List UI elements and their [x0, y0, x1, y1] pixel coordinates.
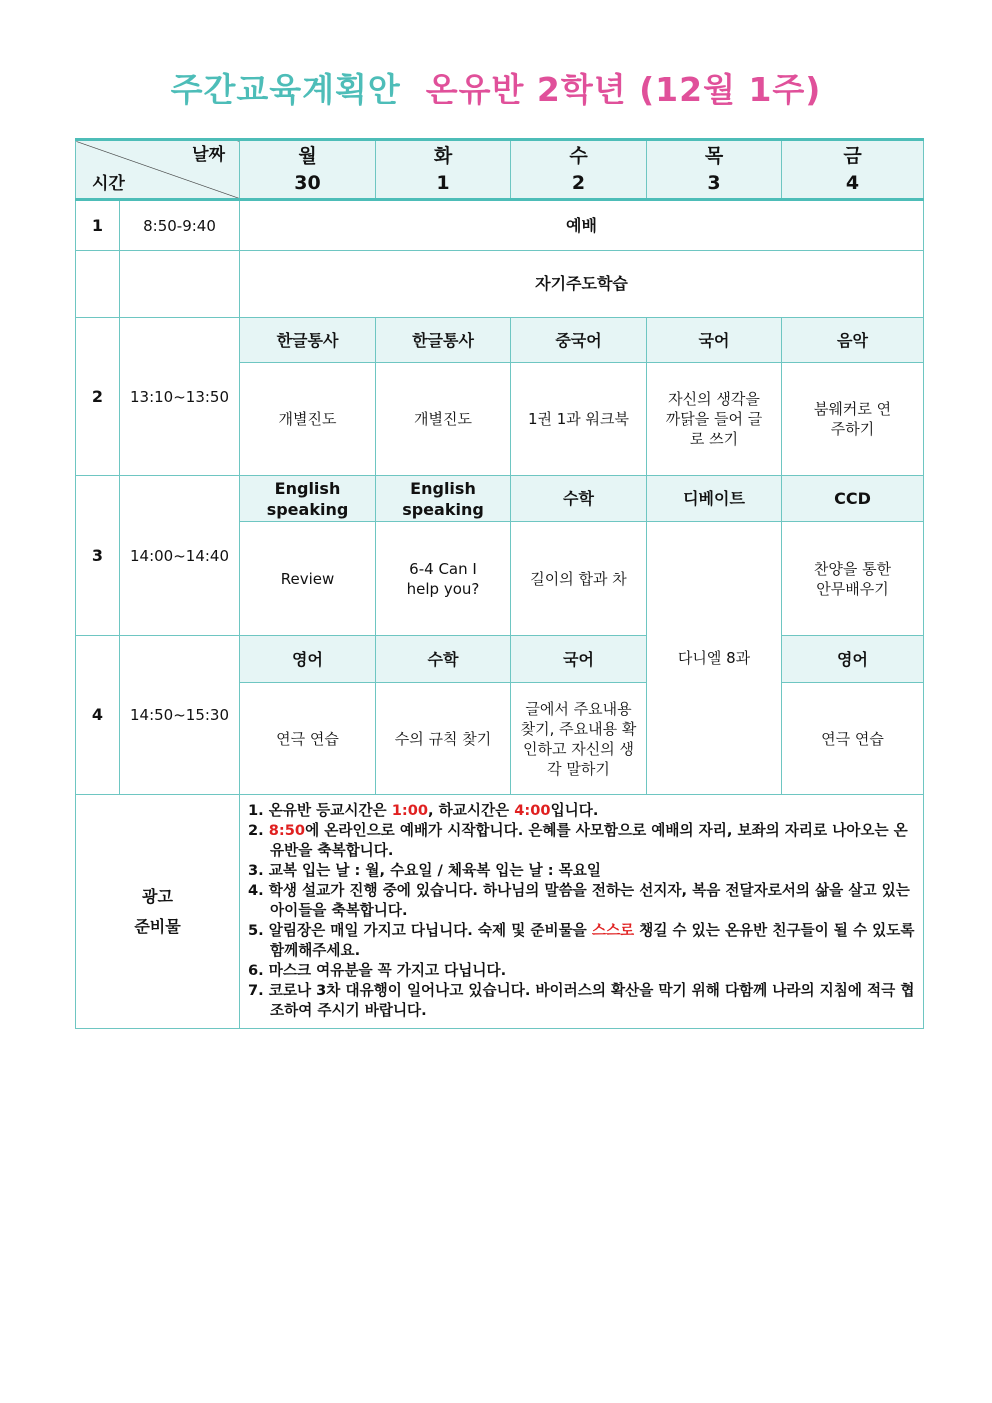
title-grade: 2학년 (12월 1주) — [536, 70, 822, 109]
period-number: 3 — [76, 476, 120, 636]
day-name: 화 — [433, 144, 453, 167]
note-item — [248, 801, 915, 821]
content-cell: 개별진도 — [240, 363, 376, 476]
period-time: 8:50-9:40 — [120, 200, 240, 251]
subject-cell: 영어 — [240, 636, 376, 683]
note-item: 3. 교복 입는 날 : 월, 수요일 / 체육복 입는 날 : 목요일 — [248, 862, 601, 879]
note-highlight: 8:50 — [268, 822, 306, 839]
note-item — [248, 821, 915, 861]
header-corner — [76, 140, 240, 200]
notes-list — [248, 801, 915, 1021]
subject-cell: 수학 — [376, 636, 511, 683]
day-date: 4 — [845, 171, 860, 194]
note-text: 5. 알림장은 매일 가지고 다닙니다. 숙제 및 준비물을 — [248, 922, 592, 939]
notes-label-ad: 광고 — [142, 886, 173, 906]
content-cell: Review — [240, 522, 376, 636]
subject-cell: 국어 — [647, 318, 782, 363]
debate-content-cell: 다니엘 8과 — [647, 522, 782, 795]
day-date: 1 — [436, 171, 450, 194]
note-highlight: 1:00 — [391, 802, 429, 819]
content-cell: 글에서 주요내용 찾기, 주요내용 확인하고 자신의 생각 말하기 — [511, 683, 647, 795]
notes-label-cell — [76, 795, 240, 1029]
subject-cell: 음악 — [782, 318, 924, 363]
day-date: 3 — [707, 171, 721, 194]
content-cell: 개별진도 — [376, 363, 511, 476]
day-header-fri — [782, 140, 924, 200]
period-number: 2 — [76, 318, 120, 476]
content-cell: 연극 연습 — [240, 683, 376, 795]
note-item: 4. 학생 설교가 진행 중에 있습니다. 하나님의 말씀을 전하는 선지자, 복음 전달자로서의 삶을 살고 있는 아이들을 축복합니다. — [248, 882, 910, 919]
notes-cell — [240, 795, 924, 1029]
notes-label-supplies: 준비물 — [134, 916, 181, 936]
subject-cell: 국어 — [511, 636, 647, 683]
day-date: 2 — [571, 171, 586, 194]
note-item: 7. 코로나 3차 대유행이 일어나고 있습니다. 바이러스의 확산을 막기 위해 다함께 나라의 지침에 적극 협조하여 주시기 바랍니다. — [248, 982, 915, 1019]
note-text: 챙길 수 있는 온유반 친구들이 될 수 있도록 함께해주세요. — [270, 922, 915, 959]
subject-cell: 중국어 — [511, 318, 647, 363]
day-header-wed — [511, 140, 647, 200]
note-item: 6. 마스크 여유분을 꼭 가지고 다닙니다. — [248, 962, 507, 979]
content-cell: 6-4 Can I help you? — [376, 522, 511, 636]
subject-cell: CCD — [782, 476, 924, 522]
subject-cell: English speaking — [240, 476, 376, 522]
period-number: 4 — [76, 636, 120, 795]
note-text: 1. 온유반 등교시간은 — [248, 802, 392, 819]
self-study-cell: 자기주도학습 — [240, 251, 924, 318]
subject-cell: 디베이트 — [647, 476, 782, 522]
day-header-thu — [647, 140, 782, 200]
note-text: 에 온라인으로 예배가 시작합니다. 은혜를 사모함으로 예배의 자리, 보좌의 자리로 나아오는 온유반을 축복합니다. — [270, 822, 908, 859]
period-time: 14:50~15:30 — [120, 636, 240, 795]
note-text: 입니다. — [550, 802, 599, 819]
content-cell: 1권 1과 워크북 — [511, 363, 647, 476]
subject-cell: 한글통사 — [376, 318, 511, 363]
subject-cell: English speaking — [376, 476, 511, 522]
subject-cell: 한글통사 — [240, 318, 376, 363]
weekly-plan-table — [75, 138, 924, 1029]
title-plan: 주간교육계획안 — [170, 70, 401, 109]
page-title — [0, 64, 992, 111]
day-date: 30 — [294, 171, 321, 194]
corner-date-label: 날짜 — [192, 145, 225, 165]
day-name: 수 — [569, 144, 588, 167]
note-text: 2. — [248, 822, 269, 839]
subject-cell: 영어 — [782, 636, 924, 683]
worship-cell: 예배 — [240, 200, 924, 251]
content-cell: 찬양을 통한 안무배우기 — [782, 522, 924, 636]
content-cell: 붐웨커로 연주하기 — [782, 363, 924, 476]
content-cell: 자신의 생각을 까닭을 들어 글로 쓰기 — [647, 363, 782, 476]
title-class: 온유반 — [425, 70, 525, 109]
day-name: 목 — [704, 144, 724, 167]
note-text: , 하교시간은 — [428, 802, 515, 819]
day-header-mon — [240, 140, 376, 200]
day-name: 월 — [298, 144, 317, 167]
period-time: 14:00~14:40 — [120, 476, 240, 636]
day-name: 금 — [843, 144, 862, 167]
empty-period — [76, 251, 120, 318]
empty-time — [120, 251, 240, 318]
corner-time-label: 시간 — [92, 174, 125, 194]
period-time: 13:10~13:50 — [120, 318, 240, 476]
content-cell: 수의 규칙 찾기 — [376, 683, 511, 795]
content-cell: 길이의 합과 차 — [511, 522, 647, 636]
note-highlight: 4:00 — [514, 802, 551, 819]
subject-cell: 수학 — [511, 476, 647, 522]
day-header-tue — [376, 140, 511, 200]
content-cell: 연극 연습 — [782, 683, 924, 795]
period-number: 1 — [76, 200, 120, 251]
note-item — [248, 921, 915, 961]
note-highlight: 스스로 — [591, 922, 635, 939]
